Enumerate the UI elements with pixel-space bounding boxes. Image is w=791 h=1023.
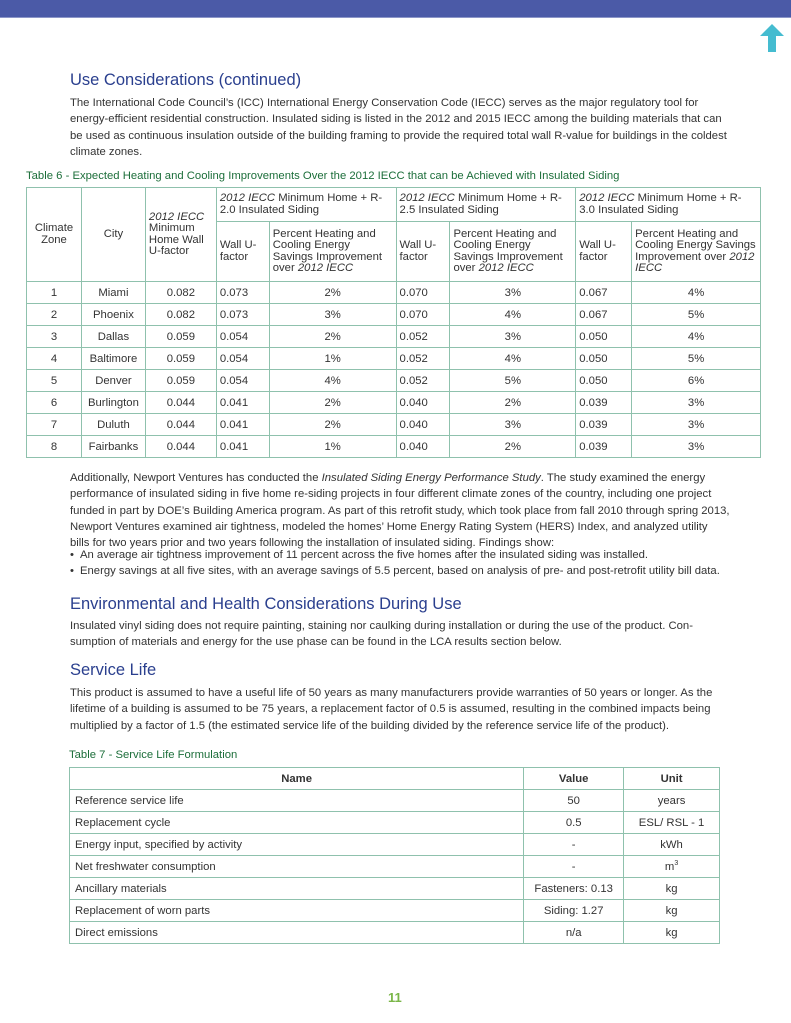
cell-value: - (524, 834, 624, 856)
table-row (70, 834, 720, 856)
cell-name: Direct emissions (70, 922, 524, 944)
cell-value: Siding: 1.27 (524, 900, 624, 922)
use-considerations-paragraph: The International Code Council’s (ICC) International Energy Conservation Code (IECC) serves as the major regulatory tool for energy-efficient residential construction. Insulated siding is listed in the 2012 and 2015 IECC among the building materials that can be used as continuous insulation outside of the building framing to provide the required total wall R-value for buildings in the coldest climate zones. (70, 97, 727, 158)
cell-p20: 1% (269, 436, 396, 458)
header-group-r20: 2012 IECC Minimum Home + R-2.0 Insulated Siding (216, 188, 396, 222)
cell-name: Ancillary materials (70, 878, 524, 900)
cell-value: 0.5 (524, 812, 624, 834)
cell-u25: 0.040 (396, 414, 450, 436)
finding-item: • Energy savings at all five sites, with an average savings of 5.5 percent, based on analysis of pre- and post-retrofit utility bill data. (70, 563, 730, 579)
cell-zone: 5 (27, 370, 82, 392)
cell-u30: 0.050 (576, 326, 632, 348)
cell-min: 0.044 (145, 392, 216, 414)
cell-zone: 2 (27, 304, 82, 326)
finding-item: • An average air tightness improvement of 11 percent across the five homes after the insulated siding was installed. (70, 547, 730, 563)
header-percent-savings: Percent Heating and Cooling Energy Savings Improvement over 2012 IECC (450, 222, 576, 282)
table-row (70, 856, 720, 878)
cell-zone: 4 (27, 348, 82, 370)
cell-u20: 0.041 (216, 436, 269, 458)
header-group-r25: 2012 IECC Minimum Home + R-2.5 Insulated Siding (396, 188, 576, 222)
cell-u30: 0.050 (576, 370, 632, 392)
header-wall-ufactor: Wall U-factor (216, 222, 269, 282)
cell-city: Dallas (81, 326, 145, 348)
table7-caption: Table 7 - Service Life Formulation (69, 749, 238, 761)
cell-u20: 0.041 (216, 392, 269, 414)
page-number: 11 (388, 990, 402, 1005)
cell-p30: 6% (632, 370, 761, 392)
cell-p30: 3% (632, 392, 761, 414)
cell-name: Reference service life (70, 790, 524, 812)
unit-text: years (657, 794, 686, 807)
header-min-wall-ufactor: 2012 IECC Minimum Home Wall U-factor (145, 188, 216, 282)
table-row (27, 304, 761, 326)
unit-text: kg (665, 904, 678, 917)
cell-unit (624, 900, 720, 922)
unit-text: kWh (660, 838, 683, 851)
table-row (27, 370, 761, 392)
cell-zone: 1 (27, 282, 82, 304)
cell-p25: 3% (450, 282, 576, 304)
cell-p30: 4% (632, 326, 761, 348)
cell-u20: 0.054 (216, 326, 269, 348)
table-row (27, 348, 761, 370)
cell-min: 0.044 (145, 414, 216, 436)
section-title-environmental-health: Environmental and Health Considerations During Use (70, 595, 462, 613)
table-row (27, 326, 761, 348)
cell-city: Baltimore (81, 348, 145, 370)
cell-unit (624, 812, 720, 834)
service-life-paragraph: This product is assumed to have a useful life of 50 years as many manufacturers provide warranties of 50 years or longer. As the lifetime of a building is assumed to be 75 years, a replacement factor of 0.5 is assumed, resulting in the combined impacts being multiplied by a factor of 1.5 (the estimated service life of the building divided by the reference service life of the product). (70, 687, 713, 732)
table-row (27, 436, 761, 458)
cell-unit (624, 922, 720, 944)
cell-p20: 2% (269, 326, 396, 348)
cell-p25: 2% (450, 392, 576, 414)
header-percent-savings: Percent Heating and Cooling Energy Savings Improvement over 2012 IECC (632, 222, 761, 282)
cell-city: Fairbanks (81, 436, 145, 458)
cell-p25: 4% (450, 348, 576, 370)
cell-p20: 2% (269, 414, 396, 436)
findings-list (70, 547, 730, 580)
cell-city: Miami (81, 282, 145, 304)
arrow-up-icon[interactable] (760, 24, 784, 52)
header-climate-zone: Climate Zone (27, 188, 82, 282)
cell-u30: 0.050 (576, 348, 632, 370)
header-value: Value (524, 768, 624, 790)
table-row (27, 414, 761, 436)
cell-u20: 0.073 (216, 282, 269, 304)
cell-p30: 5% (632, 304, 761, 326)
cell-min: 0.059 (145, 370, 216, 392)
table7-service-life (69, 767, 720, 944)
header-city: City (81, 188, 145, 282)
cell-city: Denver (81, 370, 145, 392)
cell-zone: 6 (27, 392, 82, 414)
cell-p20: 2% (269, 282, 396, 304)
cell-u20: 0.041 (216, 414, 269, 436)
cell-min: 0.082 (145, 304, 216, 326)
cell-value: 50 (524, 790, 624, 812)
header-wall-ufactor: Wall U-factor (576, 222, 632, 282)
cell-unit (624, 856, 720, 878)
cell-p20: 1% (269, 348, 396, 370)
cell-p20: 3% (269, 304, 396, 326)
cell-p25: 2% (450, 436, 576, 458)
cell-p30: 3% (632, 436, 761, 458)
header-wall-ufactor: Wall U-factor (396, 222, 450, 282)
cell-u30: 0.039 (576, 392, 632, 414)
cell-p25: 5% (450, 370, 576, 392)
table-row (70, 812, 720, 834)
cell-p30: 5% (632, 348, 761, 370)
cell-unit (624, 834, 720, 856)
table-row (70, 790, 720, 812)
top-banner (0, 0, 791, 18)
table6-caption: Table 6 - Expected Heating and Cooling Improvements Over the 2012 IECC that can be Achieved with Insulated Siding (26, 170, 620, 182)
cell-p25: 3% (450, 414, 576, 436)
cell-value: - (524, 856, 624, 878)
table-row (70, 922, 720, 944)
cell-p20: 2% (269, 392, 396, 414)
cell-p30: 3% (632, 414, 761, 436)
cell-zone: 3 (27, 326, 82, 348)
cell-u20: 0.054 (216, 348, 269, 370)
cell-city: Phoenix (81, 304, 145, 326)
cell-value: Fasteners: 0.13 (524, 878, 624, 900)
unit-text: m (664, 860, 675, 873)
cell-u25: 0.070 (396, 304, 450, 326)
table-row (27, 282, 761, 304)
cell-p25: 4% (450, 304, 576, 326)
table6-heating-cooling (26, 187, 761, 458)
section-title-service-life: Service Life (70, 661, 157, 679)
cell-u25: 0.040 (396, 392, 450, 414)
cell-zone: 7 (27, 414, 82, 436)
cell-u20: 0.054 (216, 370, 269, 392)
header-unit: Unit (624, 768, 720, 790)
table-row (27, 392, 761, 414)
cell-u30: 0.039 (576, 414, 632, 436)
cell-city: Duluth (81, 414, 145, 436)
unit-text: kg (665, 926, 678, 939)
table-row (70, 878, 720, 900)
cell-unit (624, 878, 720, 900)
cell-value: n/a (524, 922, 624, 944)
cell-u25: 0.052 (396, 370, 450, 392)
header-percent-savings: Percent Heating and Cooling Energy Savings Improvement over 2012 IECC (269, 222, 396, 282)
study-paragraph: Additionally, Newport Ventures has conducted the Insulated Siding Energy Performance Study. The study examined the energy performance of insulated siding in five home re-siding projects in four different climate zones of the country, including one project funded in part by DOE’s Building America program. As part of this retrofit study, which took place from fall 2010 through spring 2013, Newport Ventures examined air tightness, modeled the homes’ Home Energy Rating System (HERS) Index, and analyzed utility bills for two years prior and two years following the installation of insulated siding. Findings show: (70, 472, 730, 550)
cell-zone: 8 (27, 436, 82, 458)
cell-p20: 4% (269, 370, 396, 392)
cell-unit (624, 790, 720, 812)
cell-p30: 4% (632, 282, 761, 304)
cell-min: 0.059 (145, 348, 216, 370)
cell-name: Replacement cycle (70, 812, 524, 834)
unit-superscript: 3 (674, 860, 679, 868)
header-name: Name (70, 768, 524, 790)
unit-text: kg (665, 882, 678, 895)
cell-u30: 0.067 (576, 304, 632, 326)
cell-p25: 3% (450, 326, 576, 348)
cell-city: Burlington (81, 392, 145, 414)
cell-u25: 0.070 (396, 282, 450, 304)
cell-min: 0.044 (145, 436, 216, 458)
cell-u25: 0.040 (396, 436, 450, 458)
cell-u20: 0.073 (216, 304, 269, 326)
header-group-r30: 2012 IECC Minimum Home + R-3.0 Insulated Siding (576, 188, 761, 222)
cell-name: Replacement of worn parts (70, 900, 524, 922)
cell-min: 0.082 (145, 282, 216, 304)
section-title-use-considerations: Use Considerations (continued) (70, 71, 302, 89)
table-row (70, 900, 720, 922)
environmental-health-paragraph: Insulated vinyl siding does not require painting, staining nor caulking during installation or during the use of the product. Con-sumption of materials and energy for the use phase can be found in the LCA results section below. (70, 620, 693, 649)
cell-u30: 0.039 (576, 436, 632, 458)
cell-name: Net freshwater consumption (70, 856, 524, 878)
cell-name: Energy input, specified by activity (70, 834, 524, 856)
cell-u25: 0.052 (396, 348, 450, 370)
cell-min: 0.059 (145, 326, 216, 348)
cell-u30: 0.067 (576, 282, 632, 304)
unit-text: ESL/ RSL - 1 (638, 816, 705, 829)
cell-u25: 0.052 (396, 326, 450, 348)
